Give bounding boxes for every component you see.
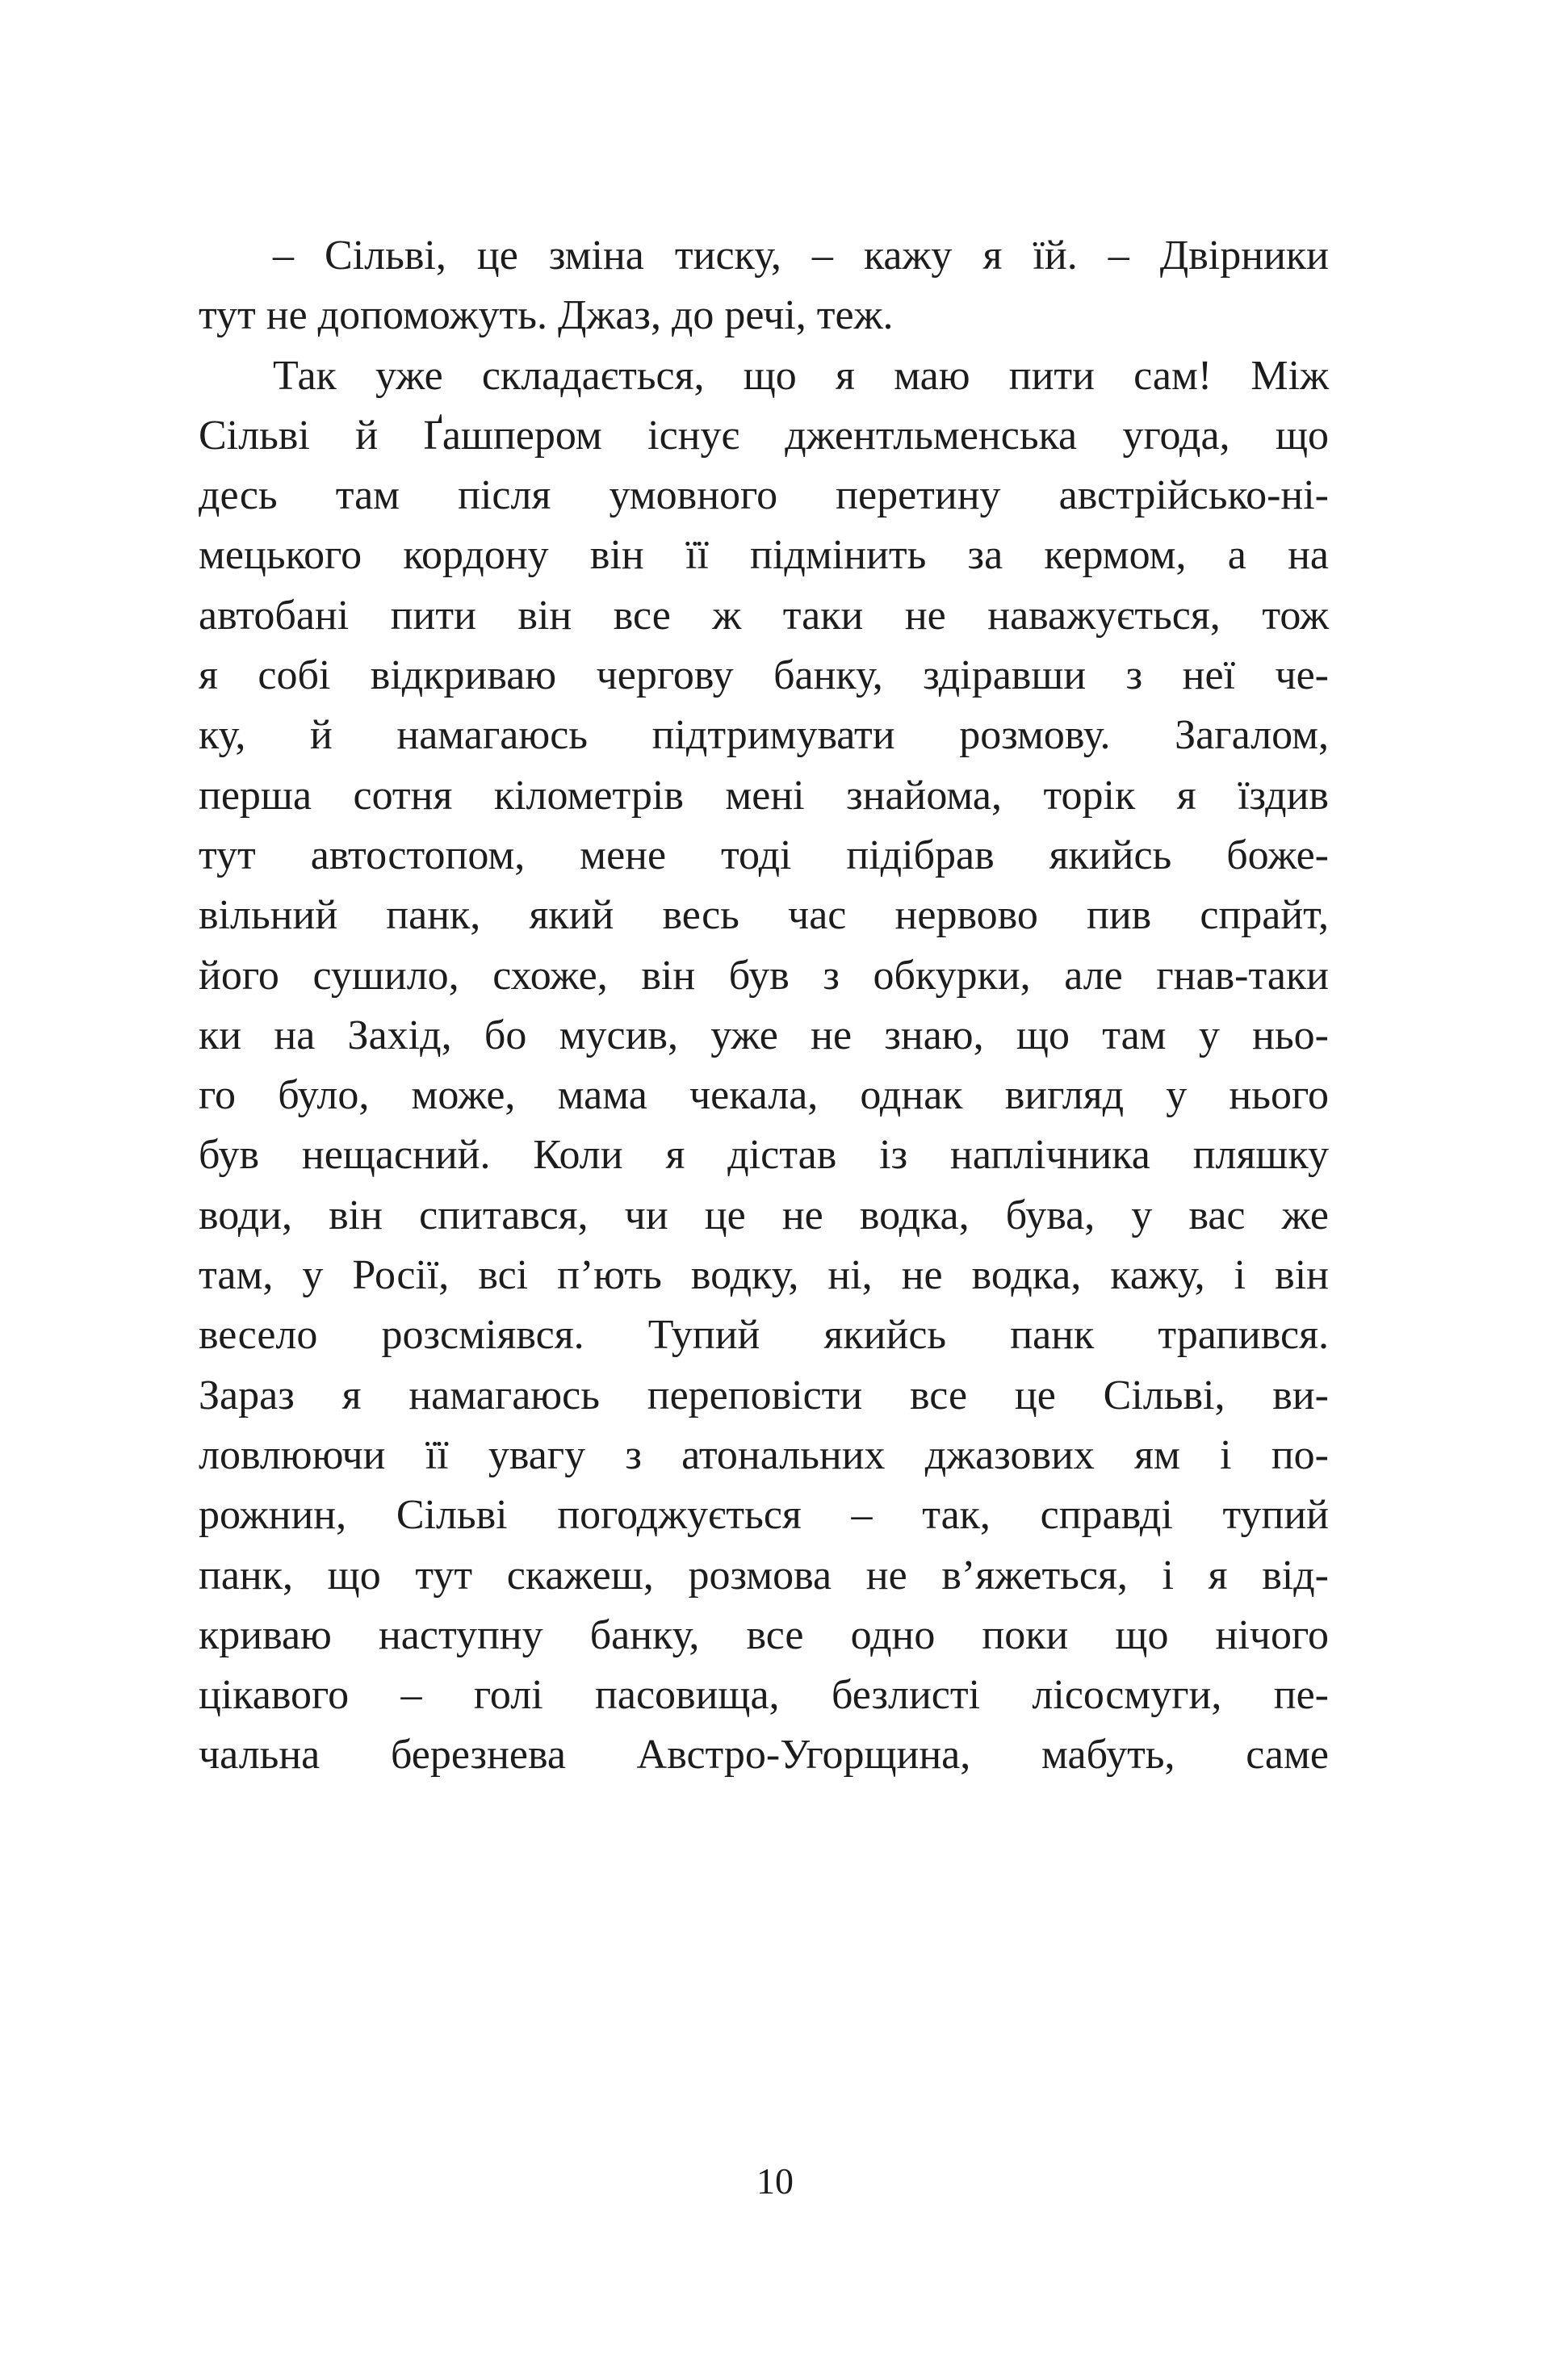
page-number: 10: [756, 2160, 794, 2202]
text-line: його сушило, схоже, він був з обкурки, але гнав-таки: [199, 952, 1329, 999]
text-line: рожнин, Сільві погоджується – так, справді тупий: [199, 1492, 1329, 1539]
text-line: десь там після умовного перетину австрійсько-ні-: [199, 472, 1329, 519]
text-line: тут не допоможуть. Джаз, до речі, теж.: [199, 292, 894, 339]
text-line: ки на Захід, бо мусив, уже не знаю, що там у ньо-: [199, 1012, 1329, 1058]
body-text: [199, 226, 1329, 1786]
text-line: ку, й намагаюсь підтримувати розмову. Загалом,: [199, 712, 1329, 759]
text-line: там, у Росії, всі п’ють водку, ні, не водка, кажу, і він: [199, 1252, 1329, 1299]
text-line: мецького кордону він її підмінить за кермом, а на: [199, 532, 1329, 579]
text-line: вільний панк, який весь час нервово пив спрайт,: [199, 892, 1329, 939]
text-line: ловлюючи її увагу з атональних джазових ям і по-: [199, 1431, 1329, 1478]
text-line: був нещасний. Коли я дістав із наплічника пляшку: [199, 1132, 1329, 1179]
text-line: Сільві й Ґашпером існує джентльменська угода, що: [199, 412, 1329, 459]
text-line: весело розсміявся. Тупий якийсь панк трапився.: [199, 1312, 1329, 1359]
text-line: Так уже складається, що я маю пити сам! Між: [273, 352, 1329, 399]
text-line: го було, може, мама чекала, однак вигляд у нього: [199, 1072, 1329, 1119]
text-line: панк, що тут скажеш, розмова не в’яжеться, і я від-: [199, 1552, 1329, 1599]
text-line: тут автостопом, мене тоді підібрав якийсь боже-: [199, 832, 1329, 878]
text-line: чальна березнева Австро-Угорщина, мабуть, саме: [199, 1732, 1329, 1779]
text-line: води, він спитався, чи це не водка, бува, у вас же: [199, 1192, 1329, 1238]
text-line: – Сільві, це зміна тиску, – кажу я їй. – Двірники: [273, 233, 1329, 279]
text-line: Зараз я намагаюсь переповісти все це Сільві, ви-: [199, 1372, 1329, 1418]
text-line: криваю наступну банку, все одно поки що нічого: [199, 1611, 1329, 1658]
text-line: перша сотня кілометрів мені знайома, торік я їздив: [199, 772, 1329, 819]
text-line: автобані пити він все ж таки не наважується, тож: [199, 592, 1329, 639]
text-line: я собі відкриваю чергову банку, здiравши з неї че-: [199, 652, 1329, 699]
text-line: цікавого – голі пасовища, безлисті лісосмуги, пе-: [199, 1672, 1329, 1719]
